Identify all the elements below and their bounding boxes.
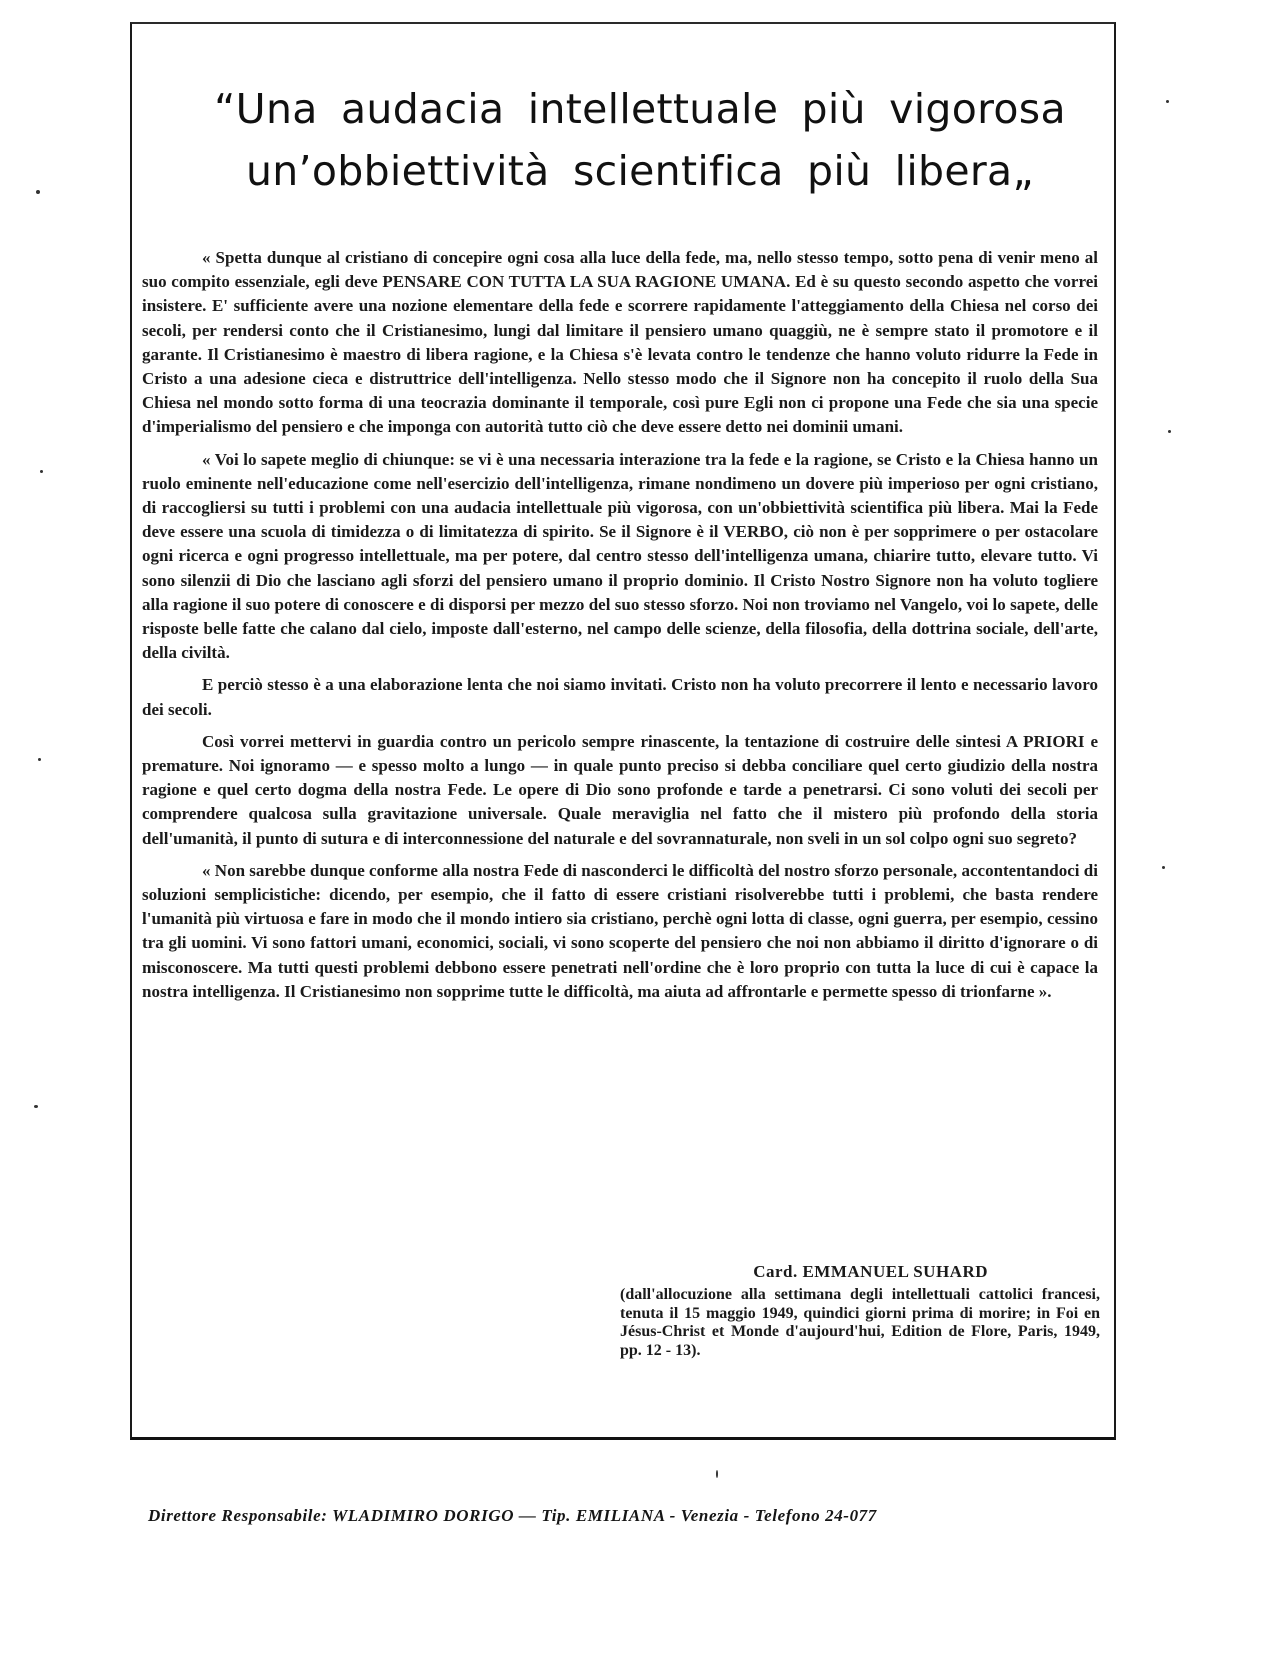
article-paragraph-4: Così vorrei mettervi in guardia contro un pericolo sempre rinascente, la tentazione di costruire delle sintesi A PRIORI e premature. Noi ignoramo — e spesso molto a lungo — in quale punto preciso si debba conciliare quel certo giudizio della nostra ragione e quel certo dogma della nostra Fede. Le opere di Dio sono profonde e tarde a penetrarsi. Ci sono voluti dei secoli per comprendere qualcosa sulla gravitazione universale. Quale meraviglia nel fatto che il mistero più profondo della storia dell'umanità, il punto di sutura e di interconnessione del naturale e del sovrannaturale, non sveli in un sol colpo ogni suo segreto? (142, 731, 1098, 848)
source-citation: (dall'allocuzione alla settimana degli intellettuali cattolici francesi, tenuta il 15 maggio 1949, quindici giorni prima di morire; in Foi en Jésus-Christ et Monde d'aujourd'hui, Edition de Flore, Paris, 1949, pp. 12 - 13). (620, 1286, 1100, 1359)
article-paragraph-2: « Voi lo sapete meglio di chiunque: se vi è una necessaria interazione tra la fede e la ragione, se Cristo e la Chiesa hanno un ruolo eminente nell'educazione come nell'esercizio dell'intelligenza, rimane nondimeno un dovere più imperioso per ogni cristiano, di raccogliersi su tutti i problemi con una audacia intellettuale più vigorosa, con un'obbiettività scientifica più libera. Mai la Fede deve essere una scuola di timidezza o di limitatezza di spirito. Se il Signore è il VERBO, ciò non è per sopprimere o per ostacolare ogni ricerca e ogni progresso intellettuale, ma per potere, dal centro stesso dell'intelligenza umana, chiarire tutto, elevare tutto. Vi sono silenzii di Dio che lasciano agli sforzi del pensiero umano il proprio dominio. Il Cristo Nostro Signore non ha voluto togliere alla ragione il suo potere di conoscere e di disporsi per mezzo del suo stesso sforzo. Noi non troviamo nel Vangelo, voi lo sapete, delle risposte belle fatte che calano dal cielo, imposte dall'esterno, nel campo delle scienze, della filosofia, della dottrina sociale, dell'arte, della civiltà. (142, 449, 1098, 663)
article-body (142, 246, 1098, 1012)
scan-speck (38, 758, 41, 761)
headline (200, 78, 1080, 202)
scan-speck (34, 1105, 38, 1108)
signature-block (620, 1262, 1100, 1360)
scan-speck (1168, 430, 1171, 433)
article-paragraph-5: « Non sarebbe dunque conforme alla nostra Fede di nasconderci le difficoltà del nostro sforzo personale, accontentandoci di soluzioni semplicistiche: dicendo, per esempio, che il fatto di essere cristiani risolverebbe tutti i problemi, che basta rendere l'umanità più virtuosa e fare in modo che il mondo intiero sia cristiano, perchè ogni lotta di classe, ogni guerra, per esempio, cessino tra gli uomini. Vi sono fattori umani, economici, sociali, vi sono scoperte del pensiero che noi non abbiamo il diritto d'ignorare o di misconoscere. Ma tutti questi problemi debbono essere penetrati nell'ordine che è loro proprio con tutta la luce di cui è capace la nostra intelligenza. Il Cristianesimo non sopprime tutte le difficoltà, ma aiuta ad affrontarle e permette spesso di trionfarne ». (142, 860, 1098, 1001)
article-paragraph-3: E perciò stesso è a una elaborazione lenta che noi siamo invitati. Cristo non ha voluto precorrere il lento e necessario lavoro dei secoli. (142, 675, 1098, 719)
headline-line-1: “Una audacia intellettuale più vigorosa (214, 85, 1066, 133)
headline-line-2: un’obbiettività scientifica più libera„ (245, 147, 1035, 195)
scan-speck (40, 470, 43, 473)
scan-speck (716, 1470, 718, 1478)
scan-speck (36, 190, 40, 194)
article-paragraph-1: « Spetta dunque al cristiano di concepire ogni cosa alla luce della fede, ma, nello stesso tempo, sotto pena di venir meno al suo compito essenziale, egli deve PENSARE CON TUTTA LA SUA RAGIONE UMANA. Ed è su questo secondo aspetto che vorrei insistere. E' sufficiente avere una nozione elementare della fede e scorrere rapidamente l'atteggiamento della Chiesa nel corso dei secoli, per rendersi conto che il Cristianesimo, lungi dal limitare il pensiero umano quaggiù, ne è sempre stato il promotore e il garante. Il Cristianesimo è maestro di libera ragione, e la Chiesa s'è levata contro le tendenze che hanno voluto ridurre la Fede in Cristo a una adesione cieca e distruttrice dell'intelligenza. Nello stesso modo che il Signore non ha concepito il ruolo della Sua Chiesa nel mondo sotto forma di una teocrazia dominante il temporale, così pure Egli non ci propone una Fede che sia una specie d'imperialismo del pensiero e che imponga con autorità tutto ciò che deve essere detto nei dominii umani. (142, 248, 1098, 437)
scan-speck (1162, 866, 1165, 869)
publisher-footer: Direttore Responsabile: WLADIMIRO DORIGO — Tip. EMILIANA - Venezia - Telefono 24-077 (148, 1506, 877, 1525)
author-name: Card. EMMANUEL SUHARD (753, 1262, 988, 1281)
scan-speck (1166, 100, 1169, 103)
